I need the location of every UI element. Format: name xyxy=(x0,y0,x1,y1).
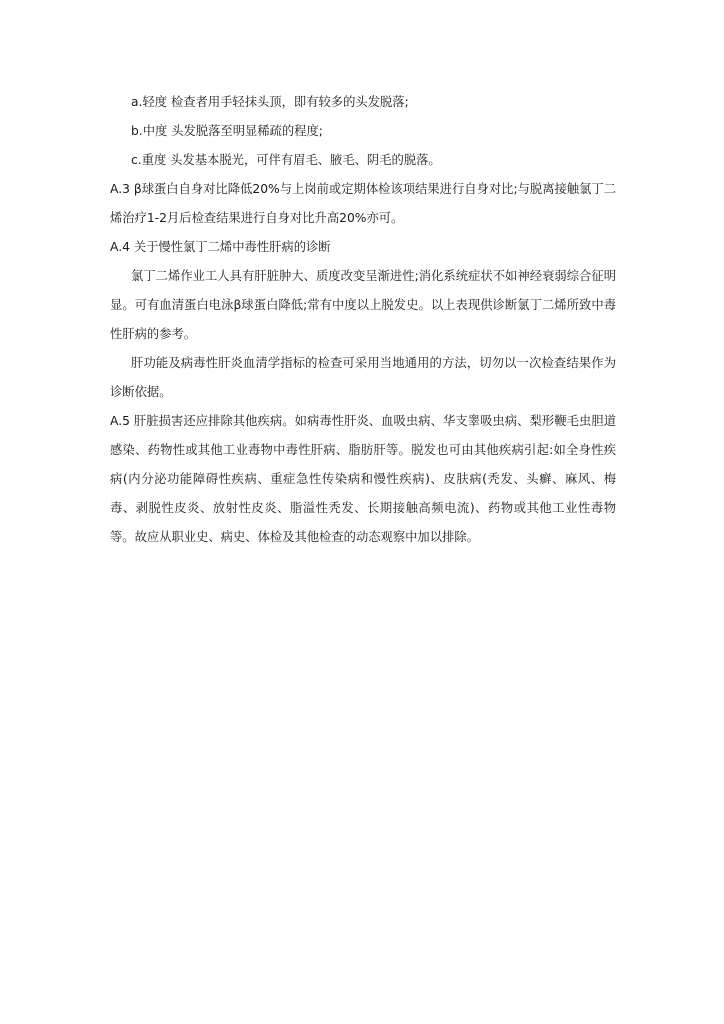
section-a4-paragraph-2: 肝功能及病毒性肝炎血清学指标的检查可采用当地通用的方法，切勿以一次检查结果作为诊断依据。 xyxy=(110,356,616,399)
section-a5-paragraph: A.5 肝脏损害还应排除其他疾病。如病毒性肝炎、血吸虫病、华支睾吸虫病、梨形鞭毛虫胆道感染、药物性或其他工业毒物中毒性肝病、脂肪肝等。脱发也可由其他疾病引起:如全身性疾病(内分泌功能障碍性疾病、重症急性传染病和慢性疾病)、皮肤病(秃发、头癣、麻风、梅毒、剥脱性皮炎、放射性皮炎、脂溢性秃发、长期接触高频电流)、药物或其他工业性毒物等。故应从职业史、病史、体检及其他检查的动态观察中加以排除。 xyxy=(110,414,616,544)
document-body xyxy=(110,88,616,552)
section-a4-paragraph-1: 氯丁二烯作业工人具有肝脏肿大、质度改变呈渐进性;消化系统症状不如神经衰弱综合征明显。可有血清蛋白电泳β球蛋白降低;常有中度以上脱发史。以上表现供诊断氯丁二烯所致中毒性肝病的参考。 xyxy=(110,269,616,341)
hair-loss-grade-severe: c.重度 头发基本脱光，可伴有眉毛、腋毛、阴毛的脱落。 xyxy=(131,153,441,167)
section-a3-paragraph: A.3 β球蛋白自身对比降低20%与上岗前或定期体检该项结果进行自身对比;与脱离接触氯丁二烯治疗1-2月后检查结果进行自身对比升高20%亦可。 xyxy=(110,182,616,225)
hair-loss-grade-moderate: b.中度 头发脱落至明显稀疏的程度; xyxy=(131,124,323,138)
section-a4-heading: A.4 关于慢性氯丁二烯中毒性肝病的诊断 xyxy=(110,240,331,254)
hair-loss-grade-mild: a.轻度 检查者用手轻抹头顶，即有较多的头发脱落; xyxy=(131,95,409,109)
